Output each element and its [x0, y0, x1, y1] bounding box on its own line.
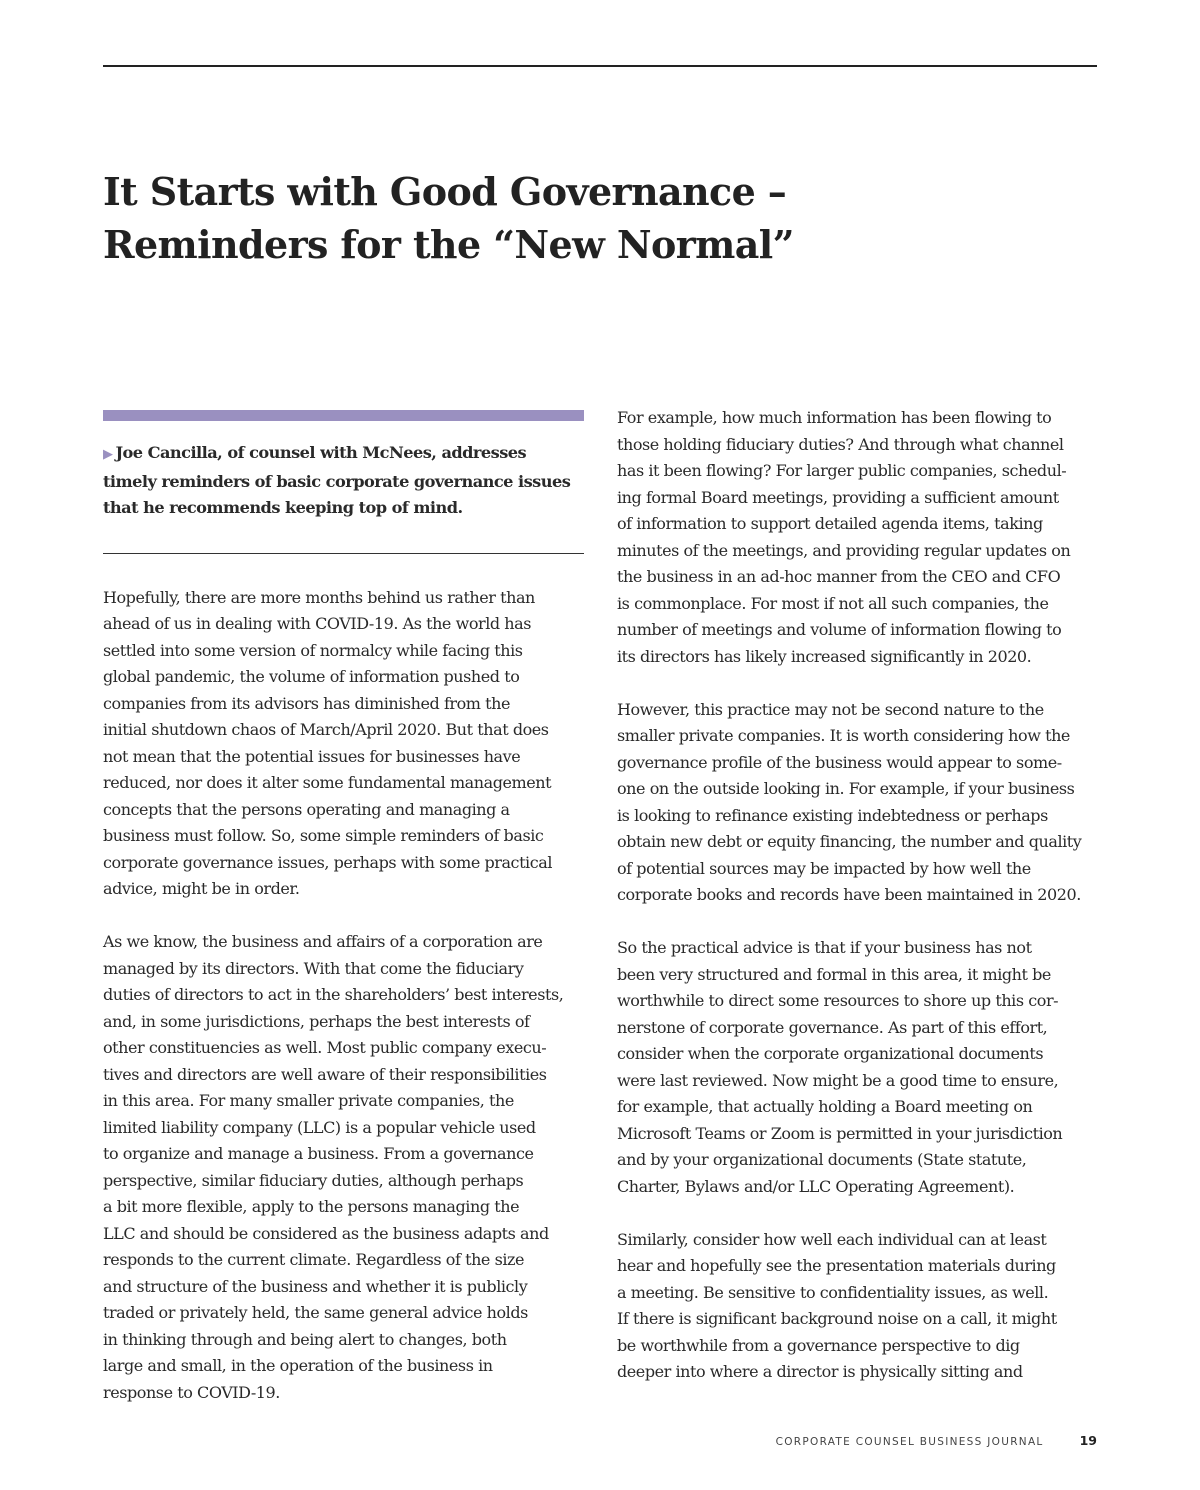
- deck-accent-bar: [103, 410, 584, 421]
- body-paragraph: [103, 929, 584, 1406]
- text-line: response to COVID-19.: [103, 1382, 280, 1402]
- text-line: in thinking through and being alert to changes, both: [103, 1329, 507, 1349]
- text-line: nerstone of corporate governance. As part of this effort,: [617, 1017, 1048, 1037]
- text-line: perspective, similar fiduciary duties, although perhaps: [103, 1170, 524, 1190]
- text-line: limited liability company (LLC) is a popular vehicle used: [103, 1117, 536, 1137]
- text-line: were last reviewed. Now might be a good time to ensure,: [617, 1070, 1059, 1090]
- text-line: its directors has likely increased significantly in 2020.: [617, 646, 1032, 666]
- article-title: [103, 165, 903, 271]
- deck-line: [103, 440, 584, 469]
- text-line: other constituencies as well. Most public company execu-: [103, 1038, 547, 1057]
- text-line: worthwhile to direct some resources to shore up this cor-: [617, 991, 1059, 1010]
- text-line: advice, might be in order.: [103, 879, 300, 898]
- text-line: So the practical advice is that if your business has not: [617, 938, 1032, 957]
- text-line: number of meetings and volume of information flowing to: [617, 620, 1062, 639]
- text-line: For example, how much information has been flowing to: [617, 408, 1052, 427]
- text-line: Hopefully, there are more months behind us rather than: [103, 587, 535, 607]
- article-deck: [103, 440, 584, 522]
- text-line: governance profile of the business would appear to some-: [617, 752, 1062, 772]
- text-line: corporate governance issues, perhaps with some practical: [103, 852, 552, 872]
- text-line: and, in some jurisdictions, perhaps the best interests of: [103, 1011, 530, 1031]
- text-line: Microsoft Teams or Zoom is permitted in your jurisdiction: [617, 1123, 1063, 1143]
- text-line: and by your organizational documents (State statute,: [617, 1150, 1027, 1169]
- text-line: duties of directors to act in the shareholders’ best interests,: [103, 985, 564, 1004]
- text-line: reduced, nor does it alter some fundamental management: [103, 773, 552, 792]
- title-line: It Starts with Good Governance –: [103, 169, 787, 214]
- right-column: [617, 405, 1097, 1412]
- text-line: As we know, the business and affairs of a corporation are: [103, 932, 543, 951]
- text-line: of potential sources may be impacted by how well the: [617, 858, 1031, 878]
- text-line: for example, that actually holding a Board meeting on: [617, 1097, 1033, 1116]
- text-line: obtain new debt or equity financing, the number and quality: [617, 832, 1082, 851]
- body-paragraph: [617, 697, 1097, 909]
- text-line: initial shutdown chaos of March/April 2020. But that does: [103, 720, 549, 739]
- text-line: the business in an ad-hoc manner from the CEO and CFO: [617, 567, 1061, 586]
- text-line: Charter, Bylaws and/or LLC Operating Agreement).: [617, 1176, 1015, 1196]
- title-line: Reminders for the “New Normal”: [103, 222, 794, 267]
- text-line: a bit more flexible, apply to the persons managing the: [103, 1197, 520, 1216]
- text-line: ahead of us in dealing with COVID-19. As the world has: [103, 614, 532, 633]
- text-line: is commonplace. For most if not all such companies, the: [617, 593, 1049, 613]
- text-line: deeper into where a director is physically sitting and: [617, 1362, 1023, 1381]
- text-line: of information to support detailed agenda items, taking: [617, 514, 1043, 533]
- text-line: responds to the current climate. Regardless of the size: [103, 1250, 525, 1269]
- text-line: those holding fiduciary duties? And through what channel: [617, 434, 1064, 454]
- journal-name: CORPORATE COUNSEL BUSINESS JOURNAL: [775, 1436, 1044, 1448]
- text-line: and structure of the business and whether it is publicly: [103, 1276, 528, 1296]
- body-paragraph: [103, 585, 584, 903]
- text-line: settled into some version of normalcy while facing this: [103, 640, 523, 660]
- deck-line: timely reminders of basic corporate governance issues: [103, 471, 571, 491]
- text-line: in this area. For many smaller private companies, the: [103, 1091, 514, 1110]
- text-line: large and small, in the operation of the business in: [103, 1356, 493, 1375]
- text-line: companies from its advisors has diminished from the: [103, 693, 511, 713]
- text-line: managed by its directors. With that come the fiduciary: [103, 958, 524, 978]
- text-line: hear and hopefully see the presentation materials during: [617, 1256, 1056, 1275]
- left-body: [103, 585, 584, 1407]
- deck-line: that he recommends keeping top of mind.: [103, 498, 463, 517]
- body-paragraph: [617, 1227, 1097, 1386]
- text-line: tives and directors are well aware of their responsibilities: [103, 1064, 547, 1084]
- text-line: traded or privately held, the same general advice holds: [103, 1303, 528, 1322]
- text-line: ing formal Board meetings, providing a sufficient amount: [617, 487, 1059, 507]
- text-line: If there is significant background noise on a call, it might: [617, 1309, 1057, 1328]
- page-number: 19: [1079, 1433, 1097, 1448]
- text-line: has it been flowing? For larger public companies, schedul-: [617, 461, 1067, 480]
- top-rule: [103, 65, 1097, 67]
- text-line: smaller private companies. It is worth considering how the: [617, 726, 1070, 745]
- text-line: corporate books and records have been maintained in 2020.: [617, 885, 1081, 904]
- triangle-marker-icon: ▶: [103, 447, 113, 462]
- deck-divider: [103, 553, 584, 554]
- text-line: concepts that the persons operating and managing a: [103, 799, 510, 819]
- text-line: to organize and manage a business. From a governance: [103, 1144, 534, 1163]
- text-line: business must follow. So, some simple reminders of basic: [103, 826, 544, 845]
- text-line: minutes of the meetings, and providing regular updates on: [617, 540, 1071, 560]
- text-line: However, this practice may not be second nature to the: [617, 699, 1044, 719]
- deck-text: Joe Cancilla, of counsel with McNees, addresses: [115, 443, 527, 462]
- text-line: LLC and should be considered as the business adapts and: [103, 1223, 549, 1243]
- text-line: is looking to refinance existing indebtedness or perhaps: [617, 805, 1048, 825]
- text-line: be worthwhile from a governance perspective to dig: [617, 1335, 1020, 1355]
- text-line: a meeting. Be sensitive to confidentiality issues, as well.: [617, 1282, 1049, 1302]
- text-line: Similarly, consider how well each individual can at least: [617, 1229, 1047, 1249]
- body-paragraph: [617, 935, 1097, 1200]
- text-line: been very structured and formal in this area, it might be: [617, 964, 1051, 984]
- page-footer: [776, 1433, 1097, 1448]
- text-line: one on the outside looking in. For example, if your business: [617, 779, 1075, 798]
- text-line: global pandemic, the volume of information pushed to: [103, 667, 520, 686]
- left-column: [103, 410, 584, 1433]
- text-line: consider when the corporate organizational documents: [617, 1044, 1044, 1063]
- text-line: not mean that the potential issues for businesses have: [103, 746, 521, 766]
- body-paragraph: [617, 405, 1097, 670]
